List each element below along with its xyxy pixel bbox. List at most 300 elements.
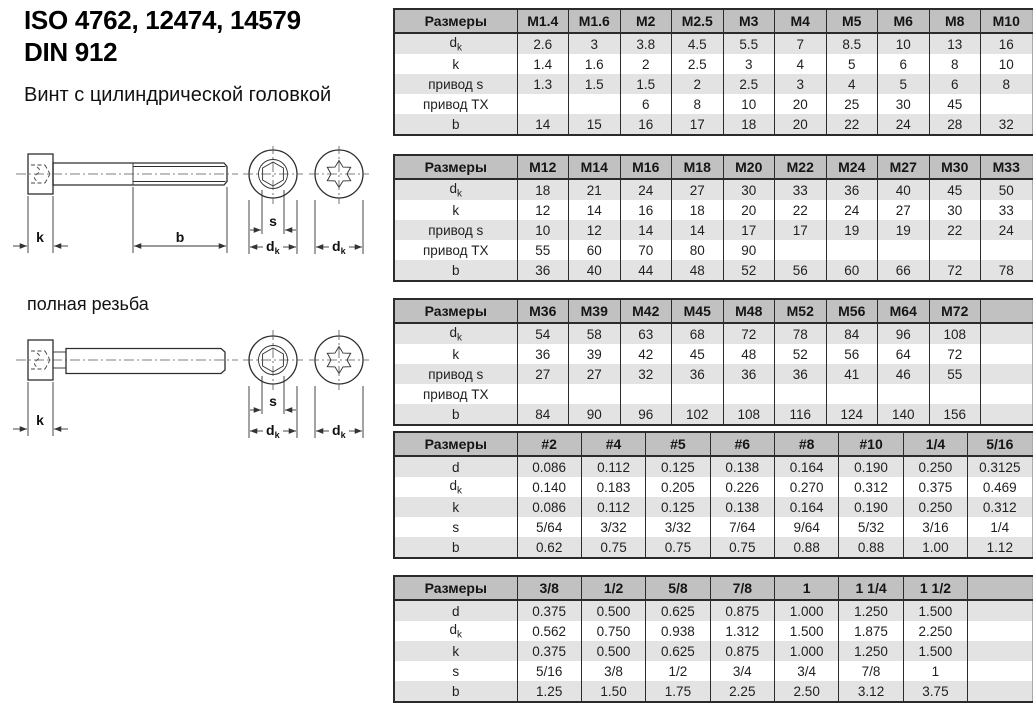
cell: 45 (672, 344, 724, 364)
table-row (394, 220, 1032, 240)
size-header: #5 (646, 432, 710, 456)
cell: 6 (929, 74, 981, 94)
cell: 0.138 (710, 456, 774, 477)
cell: 1.6 (569, 54, 621, 74)
cell: 1.000 (775, 600, 839, 621)
cell (775, 384, 827, 404)
cell: 52 (775, 344, 827, 364)
cell (981, 404, 1033, 425)
cell: 3.12 (839, 681, 903, 702)
cell: 78 (775, 323, 827, 344)
cell (620, 384, 672, 404)
cell: 0.375 (517, 600, 581, 621)
cell: 1.500 (903, 641, 967, 661)
cell: 2.5 (672, 54, 724, 74)
cell: 90 (569, 404, 621, 425)
spec-table-grid (393, 154, 1033, 282)
full-thread-label: полная резьба (27, 294, 149, 314)
cell: 80 (672, 240, 724, 260)
header-row (394, 576, 1032, 600)
cell: 1.000 (775, 641, 839, 661)
dim-label-b: b (175, 229, 185, 245)
size-header: M30 (929, 155, 981, 179)
size-header: M5 (826, 9, 878, 33)
cell: 78 (981, 260, 1033, 281)
cell: 2 (672, 74, 724, 94)
row-label: $d_k$ (394, 323, 517, 344)
cell: 7/64 (710, 517, 774, 537)
cell: 48 (723, 344, 775, 364)
spec-table-metric-medium (393, 154, 1031, 282)
cell: 32 (981, 114, 1033, 135)
size-header: M14 (569, 155, 621, 179)
cell (981, 384, 1033, 404)
cell: 52 (723, 260, 775, 281)
size-header: M56 (826, 299, 878, 323)
table-row (394, 323, 1032, 344)
header-row (394, 432, 1032, 456)
cell: 3/4 (710, 661, 774, 681)
cell: 36 (775, 364, 827, 384)
table-row (394, 114, 1032, 135)
cell: 5/16 (517, 661, 581, 681)
cell: 18 (723, 114, 775, 135)
row-label: b (394, 537, 517, 558)
header-row (394, 299, 1032, 323)
cell: 84 (517, 404, 569, 425)
spec-table-grid (393, 431, 1033, 559)
cell: 21 (569, 179, 621, 200)
row-label: k (394, 497, 517, 517)
cell: 108 (929, 323, 981, 344)
spec-table-imperial-large (393, 575, 1031, 703)
cell: 3/4 (775, 661, 839, 681)
cell (981, 344, 1033, 364)
cell: 14 (517, 114, 569, 135)
size-header: M33 (981, 155, 1033, 179)
cell: 3 (723, 54, 775, 74)
cell: 0.75 (581, 537, 645, 558)
dim-label-k: k (36, 229, 44, 245)
cell: 20 (723, 200, 775, 220)
cell: 3/8 (581, 661, 645, 681)
spec-table-grid (393, 8, 1033, 136)
cell (723, 384, 775, 404)
row-label: d (394, 456, 517, 477)
cell: 10 (517, 220, 569, 240)
cell: 0.190 (839, 497, 903, 517)
cell: 1.4 (517, 54, 569, 74)
dim-label-dk: $d_k$ (332, 238, 346, 256)
cell: 72 (723, 323, 775, 344)
cell: 27 (672, 179, 724, 200)
size-header: #6 (710, 432, 774, 456)
cell (569, 384, 621, 404)
size-header: 1 1/2 (903, 576, 967, 600)
cell: 19 (826, 220, 878, 240)
screw-shaft (66, 349, 225, 374)
size-header: #4 (581, 432, 645, 456)
row-label: привод s (394, 220, 517, 240)
cell: 25 (826, 94, 878, 114)
cell: 0.375 (517, 641, 581, 661)
cell: 1.75 (646, 681, 710, 702)
cell: 1.50 (581, 681, 645, 702)
cell: 27 (517, 364, 569, 384)
cell: 90 (723, 240, 775, 260)
cell: 3 (569, 33, 621, 54)
row-label: $d_k$ (394, 621, 517, 641)
cell: 63 (620, 323, 672, 344)
cell: 1.500 (775, 621, 839, 641)
cell: 96 (878, 323, 930, 344)
cell: 116 (775, 404, 827, 425)
cell: 55 (929, 364, 981, 384)
cell: 108 (723, 404, 775, 425)
cell: 33 (981, 200, 1033, 220)
cell (517, 94, 569, 114)
size-header: 3/8 (517, 576, 581, 600)
cell: 1.00 (903, 537, 967, 558)
cell: 24 (981, 220, 1033, 240)
size-header: M64 (878, 299, 930, 323)
cell: 20 (775, 94, 827, 114)
cell: 8 (981, 74, 1033, 94)
cell: 6 (620, 94, 672, 114)
cell: 41 (826, 364, 878, 384)
cell: 36 (723, 364, 775, 384)
cell: 0.125 (646, 456, 710, 477)
cell: 32 (620, 364, 672, 384)
cell (672, 384, 724, 404)
size-header: M1.4 (517, 9, 569, 33)
dim-label-dk: $d_k$ (266, 238, 280, 256)
cell: 0.469 (968, 477, 1032, 497)
size-header: M10 (981, 9, 1033, 33)
cell: 17 (723, 220, 775, 240)
cell: 1.25 (517, 681, 581, 702)
cell: 84 (826, 323, 878, 344)
table-row (394, 94, 1032, 114)
cell: 22 (929, 220, 981, 240)
cell: 18 (672, 200, 724, 220)
standard-iso: ISO 4762, 12474, 14579 (24, 5, 301, 35)
cell: 33 (775, 179, 827, 200)
table-row (394, 240, 1032, 260)
table-row (394, 179, 1032, 200)
cell: 0.138 (710, 497, 774, 517)
size-header: M6 (878, 9, 930, 33)
cell: 4 (775, 54, 827, 74)
page-title (24, 4, 301, 68)
cell (826, 240, 878, 260)
size-header: #8 (775, 432, 839, 456)
cell: 6 (878, 54, 930, 74)
cell: 14 (620, 220, 672, 240)
size-header: M2 (620, 9, 672, 33)
row-label: $d_k$ (394, 33, 517, 54)
cell: 54 (517, 323, 569, 344)
cell: 0.226 (710, 477, 774, 497)
cell (981, 240, 1033, 260)
cell: 14 (672, 220, 724, 240)
screw-drawing-full-thread (0, 318, 390, 446)
cell: 0.938 (646, 621, 710, 641)
cell: 15 (569, 114, 621, 135)
cell: 2.50 (775, 681, 839, 702)
cell: 36 (517, 260, 569, 281)
size-header: 1 1/4 (839, 576, 903, 600)
cell: 124 (826, 404, 878, 425)
cell: 66 (878, 260, 930, 281)
cell: 72 (929, 260, 981, 281)
cell: 1.12 (968, 537, 1032, 558)
cell: 1.5 (620, 74, 672, 94)
cell: 39 (569, 344, 621, 364)
cell: 1/2 (646, 661, 710, 681)
cell: 10 (981, 54, 1033, 74)
size-header: M42 (620, 299, 672, 323)
cell: 44 (620, 260, 672, 281)
cell: 64 (878, 344, 930, 364)
cell: 13 (929, 33, 981, 54)
spec-table-grid (393, 575, 1033, 703)
size-header: M16 (620, 155, 672, 179)
cell: 46 (878, 364, 930, 384)
cell: 2.6 (517, 33, 569, 54)
cell: 0.88 (839, 537, 903, 558)
cell: 24 (620, 179, 672, 200)
table-row (394, 54, 1032, 74)
cell: 1/4 (968, 517, 1032, 537)
row-label: b (394, 404, 517, 425)
page-subtitle: Винт с цилиндрической головкой (24, 84, 332, 106)
cell (929, 240, 981, 260)
cell: 2.25 (710, 681, 774, 702)
cell: 0.500 (581, 641, 645, 661)
row-label: s (394, 517, 517, 537)
cell: 2.5 (723, 74, 775, 94)
cell: 0.75 (710, 537, 774, 558)
size-header: M1.6 (569, 9, 621, 33)
cell: 0.312 (839, 477, 903, 497)
size-header: M18 (672, 155, 724, 179)
hex-socket-end-view (243, 330, 303, 390)
cell (981, 323, 1033, 344)
table-row (394, 641, 1032, 661)
size-header: 5/16 (968, 432, 1032, 456)
cell: 22 (826, 114, 878, 135)
cell: 3.8 (620, 33, 672, 54)
cell: 3.75 (903, 681, 967, 702)
size-header: M20 (723, 155, 775, 179)
cell: 8.5 (826, 33, 878, 54)
row-label: привод s (394, 364, 517, 384)
cell: 2 (620, 54, 672, 74)
cell: 0.086 (517, 456, 581, 477)
spec-table-metric-large (393, 298, 1031, 426)
table-row (394, 364, 1032, 384)
cell: 60 (826, 260, 878, 281)
cell: 0.183 (581, 477, 645, 497)
table-row (394, 537, 1032, 558)
size-header: M36 (517, 299, 569, 323)
table-row (394, 404, 1032, 425)
cell (981, 94, 1033, 114)
cell: 1.3 (517, 74, 569, 94)
size-header: M24 (826, 155, 878, 179)
cell: 0.625 (646, 641, 710, 661)
table-row (394, 681, 1032, 702)
cell (968, 681, 1032, 702)
cell (929, 384, 981, 404)
cell (981, 364, 1033, 384)
cell: 0.270 (775, 477, 839, 497)
spec-table-grid (393, 298, 1033, 426)
table-row (394, 517, 1032, 537)
row-label: b (394, 114, 517, 135)
cell: 0.112 (581, 497, 645, 517)
cell: 36 (826, 179, 878, 200)
cell: 28 (929, 114, 981, 135)
cell: 0.875 (710, 600, 774, 621)
cell: 30 (929, 200, 981, 220)
cell: 8 (672, 94, 724, 114)
cell: 0.375 (903, 477, 967, 497)
cell: 14 (569, 200, 621, 220)
cell (968, 600, 1032, 621)
cell: 1.5 (569, 74, 621, 94)
cell: 5/32 (839, 517, 903, 537)
cell: 0.625 (646, 600, 710, 621)
sizes-column-header: Размеры (394, 9, 517, 33)
cell: 22 (775, 200, 827, 220)
cell: 40 (569, 260, 621, 281)
cell (775, 240, 827, 260)
cell (968, 661, 1032, 681)
cell: 45 (929, 94, 981, 114)
cell (826, 384, 878, 404)
cell: 30 (723, 179, 775, 200)
cell: 0.875 (710, 641, 774, 661)
cell: 0.62 (517, 537, 581, 558)
cell: 45 (929, 179, 981, 200)
torx-socket-end-view (309, 330, 369, 390)
cell: 42 (620, 344, 672, 364)
table-row (394, 344, 1032, 364)
cell: 0.086 (517, 497, 581, 517)
cell (569, 94, 621, 114)
table-row (394, 661, 1032, 681)
cell: 0.3125 (968, 456, 1032, 477)
cell: 8 (929, 54, 981, 74)
cell: 0.190 (839, 456, 903, 477)
cell: 17 (672, 114, 724, 135)
cell: 0.562 (517, 621, 581, 641)
cell: 9/64 (775, 517, 839, 537)
standard-din: DIN 912 (24, 37, 118, 67)
sizes-column-header: Размеры (394, 576, 517, 600)
spec-table-metric-small (393, 8, 1031, 136)
cell: 3/32 (581, 517, 645, 537)
cell: 36 (672, 364, 724, 384)
row-label: k (394, 641, 517, 661)
cell: 5 (826, 54, 878, 74)
cell (517, 384, 569, 404)
cell: 60 (569, 240, 621, 260)
size-header: 7/8 (710, 576, 774, 600)
cell: 156 (929, 404, 981, 425)
cell: 0.750 (581, 621, 645, 641)
cell: 1.312 (710, 621, 774, 641)
row-label: $d_k$ (394, 179, 517, 200)
row-label: привод TX (394, 384, 517, 404)
sizes-column-header: Размеры (394, 432, 517, 456)
cell: 10 (878, 33, 930, 54)
size-header: M45 (672, 299, 724, 323)
cell (968, 621, 1032, 641)
cell: 1.500 (903, 600, 967, 621)
cell: 70 (620, 240, 672, 260)
table-row (394, 600, 1032, 621)
cell: 3/32 (646, 517, 710, 537)
cell: 1.250 (839, 641, 903, 661)
screw-drawing-partial-thread (0, 146, 390, 266)
table-row (394, 33, 1032, 54)
row-label: s (394, 661, 517, 681)
cell: 68 (672, 323, 724, 344)
size-header (968, 576, 1032, 600)
dim-label-k: k (36, 412, 44, 428)
cell: 0.75 (646, 537, 710, 558)
cell: 55 (517, 240, 569, 260)
table-row (394, 621, 1032, 641)
size-header: M72 (929, 299, 981, 323)
row-label: k (394, 200, 517, 220)
cell: 1 (903, 661, 967, 681)
cell: 40 (878, 179, 930, 200)
table-row (394, 456, 1032, 477)
row-label: b (394, 681, 517, 702)
cell: 0.88 (775, 537, 839, 558)
cell: 0.250 (903, 456, 967, 477)
row-label: $d_k$ (394, 477, 517, 497)
cell: 0.312 (968, 497, 1032, 517)
sizes-column-header: Размеры (394, 155, 517, 179)
size-header: M39 (569, 299, 621, 323)
cell: 1.875 (839, 621, 903, 641)
row-label: d (394, 600, 517, 621)
size-header: M12 (517, 155, 569, 179)
table-row (394, 260, 1032, 281)
cell: 19 (878, 220, 930, 240)
cell: 5 (878, 74, 930, 94)
torx-socket-end-view (309, 146, 369, 204)
row-label: привод TX (394, 94, 517, 114)
row-label: привод s (394, 74, 517, 94)
size-header: 1/4 (903, 432, 967, 456)
cell: 17 (775, 220, 827, 240)
size-header: M27 (878, 155, 930, 179)
header-row (394, 9, 1032, 33)
cell: 56 (775, 260, 827, 281)
cell: 0.140 (517, 477, 581, 497)
cell: 4 (826, 74, 878, 94)
cell: 5/64 (517, 517, 581, 537)
table-row (394, 200, 1032, 220)
cell: 16 (981, 33, 1033, 54)
cell: 50 (981, 179, 1033, 200)
